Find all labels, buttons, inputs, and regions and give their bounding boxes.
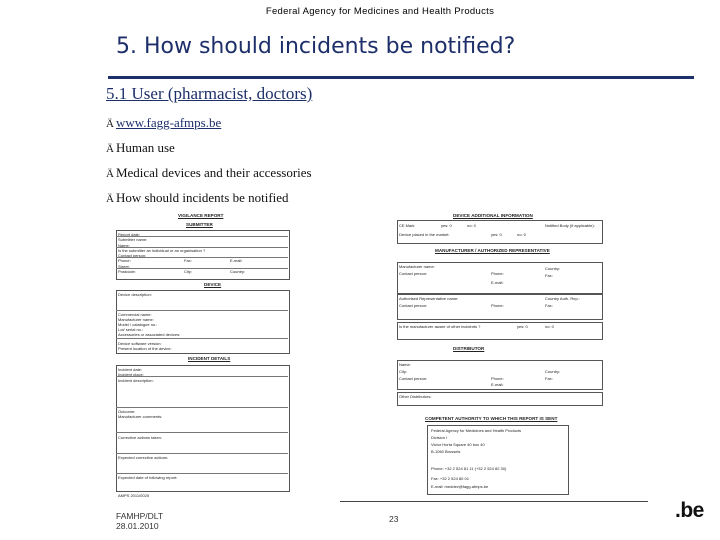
title-divider: [108, 76, 694, 79]
authority-heading: COMPETENT AUTHORITY TO WHICH THIS REPORT IS SENT: [425, 416, 558, 421]
bullet-marker-icon: Ä: [106, 168, 114, 180]
bullet-marker-icon: Ä: [106, 193, 114, 205]
device-heading: DEVICE: [204, 282, 222, 287]
manufacturer-heading: MANUFACTURER / AUTHORIZED REPRESENTATIVE: [435, 248, 550, 253]
bullet-medical-devices: Ä Medical devices and their accessories: [106, 165, 312, 180]
agency-header: Federal Agency for Medicines and Health Products: [265, 6, 495, 17]
bullet-marker-icon: Ä: [106, 143, 114, 155]
slide-title: 5. How should incidents be notified?: [116, 34, 516, 59]
bullet-human-use: Ä Human use: [106, 140, 175, 155]
bullet-website: [106, 115, 221, 131]
left-margin: [0, 0, 98, 540]
form2-title: DEVICE ADDITIONAL INFORMATION: [453, 213, 533, 218]
website-link[interactable]: www.fagg-afmps.be: [115, 115, 222, 130]
be-logo: .be: [675, 499, 704, 522]
distributor-heading: DISTRIBUTOR: [453, 346, 485, 351]
footer-org: FAMHP/DLT: [116, 511, 164, 521]
section-subtitle: 5.1 User (pharmacist, doctors): [106, 84, 313, 103]
form-code: AMPS 2011/0025: [118, 493, 150, 498]
page-number: 23: [389, 514, 399, 524]
footer-divider: [340, 501, 648, 502]
footer-date: 28.01.2010: [116, 521, 159, 531]
incident-heading: INCIDENT DETAILS: [188, 356, 231, 361]
submitter-heading: SUBMITTER: [186, 222, 213, 227]
bullet-how-notified: Ä How should incidents be notified: [106, 190, 289, 205]
bullet-marker-icon: Ä: [106, 118, 114, 130]
form-title: VIGILANCE REPORT: [178, 213, 224, 218]
vigilance-report-form: VIGILANCE REPORT SUBMITTER Report date: Submitter name: Name: Is the submitter an individual or an organisation ? Contact person: Phone: Fax: E-mail: Street: Postcode: City: Country: DEVICE Device description: Commercial name: Manufacturer name: Model / catalogue no.: Lot/ serial no.: Accessories or associated devices: Device software version: Present location of the device: INCIDENT DETAILS Incident date: Incident place: Incident description: Outcome: Manufacturer comments: Corrective actions taken: Expected corrective actions: Expected date of following report: AMPS 2011/0025: [114, 210, 292, 500]
device-additional-info-form: DEVICE ADDITIONAL INFORMATION CE Mark yes: 0 no: 0 Notified Body (if applicable): Device placed in the market: yes: 0 no: 0 MANUFACTURER / AUTHORIZED REPRESENTATIVE Manufacturer name: Contact person: Phone: E-mail: Country: Fax: Authorised Representative name: Contact person: Phone: Country Auth. Rep.: Fax: Is the manufacturer aware of other incidents ? yes: 0 no: 0 DISTRIBUTOR Name: City: Contact person: Phone: E-mail: Country: Fax: Other Distributors: COMPETENT AUTHORITY TO WHICH THIS REPORT IS SENT Federal Agency for Medicines and Health Products Division I Victor Horta Square 40 box 40 B-1060 Brussels Phone: +32 2 524 81 11 (+32 2 524 82 30) Fax: +32 2 524 80 01 E-mail: meddev@fagg.afmps.be: [395, 210, 605, 500]
footer-org-date: [116, 511, 163, 531]
